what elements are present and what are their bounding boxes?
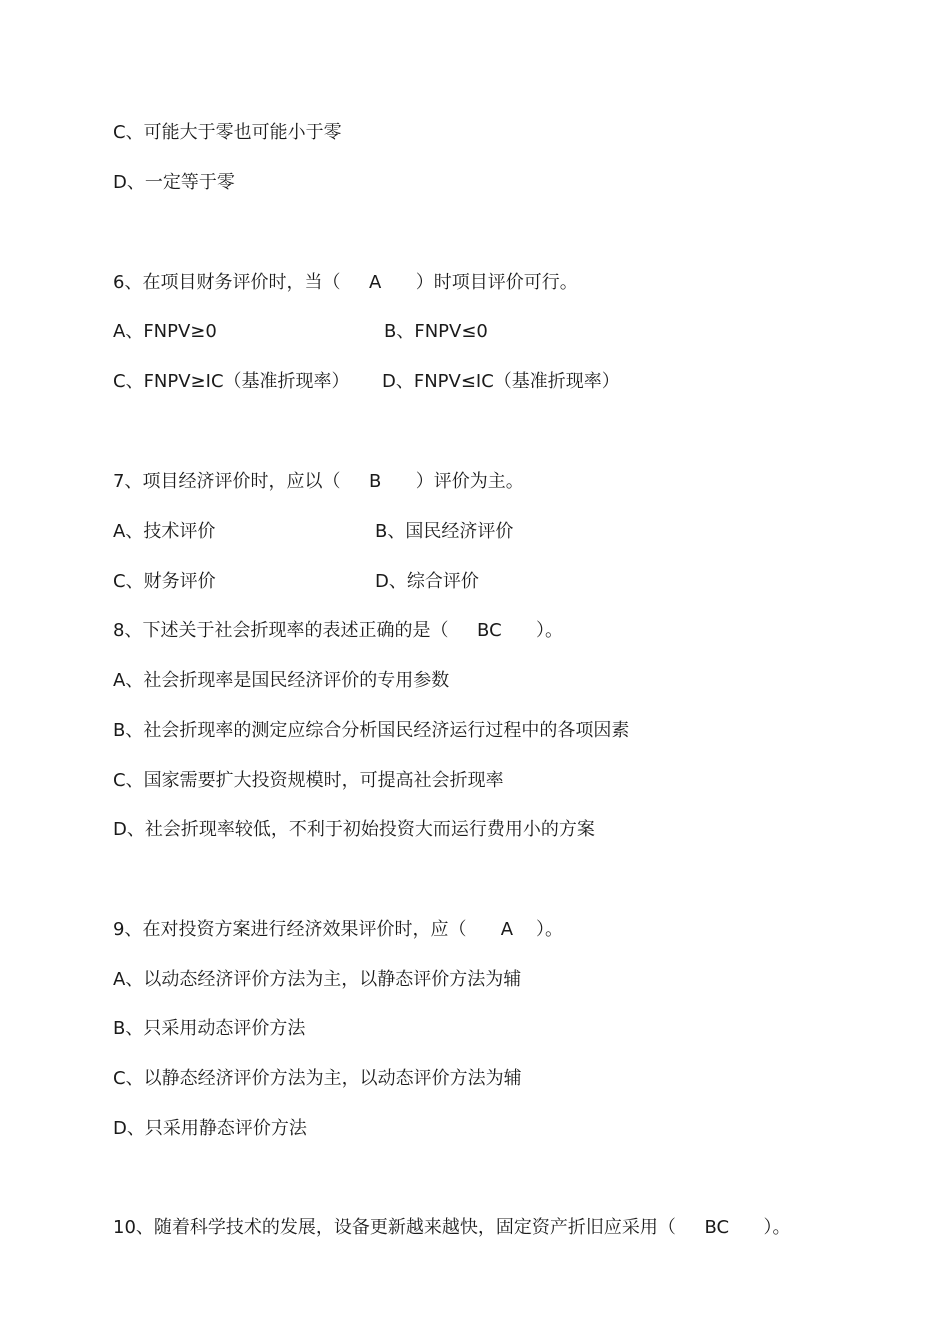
q9-option-d: D、只采用静态评价方法 (113, 1118, 307, 1139)
q8-option-b: B、社会折现率的测定应综合分析国民经济运行过程中的各项因素 (113, 720, 630, 741)
q7-option-b: B、国民经济评价 (375, 521, 514, 542)
q9-option-c: C、以静态经济评价方法为主，以动态评价方法为辅 (113, 1068, 522, 1089)
q6-option-a: A、FNPV≥0 (113, 321, 217, 342)
q8-stem: 8、下述关于社会折现率的表述正确的是（ BC ）。 (113, 620, 563, 641)
q6-option-c: C、FNPV≥IC（基准折现率） (113, 371, 350, 392)
q5-option-c: C、可能大于零也可能小于零 (113, 122, 342, 143)
q8-option-c: C、国家需要扩大投资规模时，可提高社会折现率 (113, 770, 504, 791)
q9-option-a: A、以动态经济评价方法为主，以静态评价方法为辅 (113, 969, 522, 990)
q6-stem: 6、在项目财务评价时，当（ A ）时项目评价可行。 (113, 272, 578, 293)
q7-option-a: A、技术评价 (113, 521, 216, 542)
q7-option-d: D、综合评价 (375, 571, 479, 592)
q6-option-b: B、FNPV≤0 (384, 321, 488, 342)
q5-option-d: D、一定等于零 (113, 172, 235, 193)
q7-option-c: C、财务评价 (113, 571, 216, 592)
q9-stem: 9、在对投资方案进行经济效果评价时，应（ A ）。 (113, 919, 563, 940)
q7-stem: 7、项目经济评价时，应以（ B ）评价为主。 (113, 471, 524, 492)
q8-option-a: A、社会折现率是国民经济评价的专用参数 (113, 670, 450, 691)
q10-stem: 10、随着科学技术的发展，设备更新越来越快，固定资产折旧应采用（ BC ）。 (113, 1217, 791, 1238)
q6-option-d: D、FNPV≤IC（基准折现率） (382, 371, 620, 392)
q8-option-d: D、社会折现率较低，不利于初始投资大而运行费用小的方案 (113, 819, 595, 840)
q9-option-b: B、只采用动态评价方法 (113, 1018, 306, 1039)
